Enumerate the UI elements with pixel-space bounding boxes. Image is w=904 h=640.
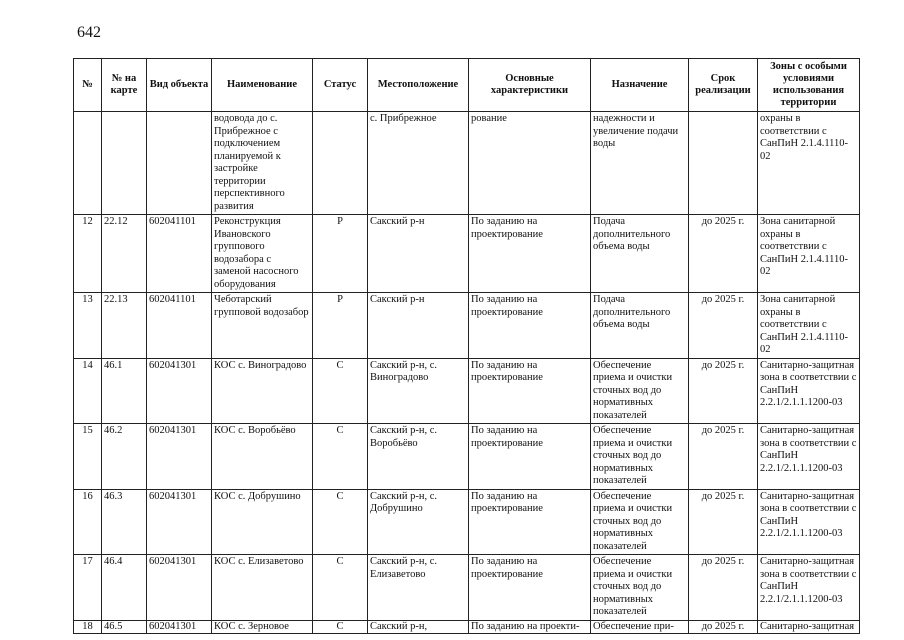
cell-num: 13 bbox=[74, 293, 102, 359]
table-row bbox=[74, 620, 860, 634]
cell-characteristics: По заданию на проектирование bbox=[469, 293, 591, 359]
cell-term: до 2025 г. bbox=[689, 489, 758, 555]
table-row bbox=[74, 293, 860, 359]
cell-kind: 602041101 bbox=[147, 293, 212, 359]
cell-term: до 2025 г. bbox=[689, 424, 758, 490]
cell-map-num: 46.3 bbox=[102, 489, 147, 555]
cell-status bbox=[313, 112, 368, 215]
cell-status: С bbox=[313, 424, 368, 490]
cell-name: КОС с. Воробьёво bbox=[212, 424, 313, 490]
table-row bbox=[74, 358, 860, 424]
cell-location: Сакский р-н, с. Виноградово bbox=[368, 358, 469, 424]
cell-kind: 602041301 bbox=[147, 358, 212, 424]
cell-map-num: 22.13 bbox=[102, 293, 147, 359]
table-row bbox=[74, 489, 860, 555]
cell-characteristics: По заданию на проектирование bbox=[469, 215, 591, 293]
header-characteristics: Основные характеристики bbox=[469, 59, 591, 112]
cell-location: Сакский р-н bbox=[368, 293, 469, 359]
page-number: 642 bbox=[77, 24, 101, 41]
cell-term: до 2025 г. bbox=[689, 620, 758, 634]
cell-map-num bbox=[102, 112, 147, 215]
cell-kind bbox=[147, 112, 212, 215]
cell-location: Сакский р-н, bbox=[368, 620, 469, 634]
cell-purpose: надежности и увеличение подачи воды bbox=[591, 112, 689, 215]
cell-name: водовода до с. Прибрежное с подключением планируемой к застройке территории перспективного развития bbox=[212, 112, 313, 215]
cell-kind: 602041301 bbox=[147, 424, 212, 490]
cell-zones: Санитарно-защитная bbox=[758, 620, 860, 634]
cell-num bbox=[74, 112, 102, 215]
cell-status: С bbox=[313, 620, 368, 634]
cell-location: Сакский р-н, с. Добрушино bbox=[368, 489, 469, 555]
cell-location: с. Прибрежное bbox=[368, 112, 469, 215]
cell-purpose: Обеспечение при- bbox=[591, 620, 689, 634]
header-purpose: Назначение bbox=[591, 59, 689, 112]
cell-kind: 602041301 bbox=[147, 620, 212, 634]
header-name: Наименование bbox=[212, 59, 313, 112]
cell-term bbox=[689, 112, 758, 215]
cell-purpose: Обеспечение приема и очистки сточных вод до нормативных показателей bbox=[591, 424, 689, 490]
cell-map-num: 46.1 bbox=[102, 358, 147, 424]
cell-characteristics: По заданию на проектирование bbox=[469, 424, 591, 490]
objects-table bbox=[73, 58, 860, 634]
cell-num: 16 bbox=[74, 489, 102, 555]
cell-characteristics: По заданию на проектирование bbox=[469, 489, 591, 555]
cell-location: Сакский р-н, с. Воробьёво bbox=[368, 424, 469, 490]
cell-name: Чеботарский групповой водозабор bbox=[212, 293, 313, 359]
cell-map-num: 46.4 bbox=[102, 555, 147, 621]
cell-num: 14 bbox=[74, 358, 102, 424]
cell-kind: 602041301 bbox=[147, 489, 212, 555]
cell-characteristics: По заданию на проекти- bbox=[469, 620, 591, 634]
cell-purpose: Подача дополнительного объема воды bbox=[591, 215, 689, 293]
cell-num: 18 bbox=[74, 620, 102, 634]
cell-name: КОС с. Зерновое bbox=[212, 620, 313, 634]
cell-name: КОС с. Елизаветово bbox=[212, 555, 313, 621]
cell-term: до 2025 г. bbox=[689, 293, 758, 359]
cell-map-num: 22.12 bbox=[102, 215, 147, 293]
header-location: Местоположение bbox=[368, 59, 469, 112]
cell-purpose: Обеспечение приема и очистки сточных вод до нормативных показателей bbox=[591, 555, 689, 621]
table-row bbox=[74, 112, 860, 215]
header-kind: Вид объекта bbox=[147, 59, 212, 112]
cell-purpose: Обеспечение приема и очистки сточных вод до нормативных показателей bbox=[591, 489, 689, 555]
cell-status: С bbox=[313, 489, 368, 555]
header-status: Статус bbox=[313, 59, 368, 112]
cell-map-num: 46.2 bbox=[102, 424, 147, 490]
cell-zones: охраны в соответствии с СанПиН 2.1.4.1110-02 bbox=[758, 112, 860, 215]
table-row bbox=[74, 215, 860, 293]
cell-kind: 602041301 bbox=[147, 555, 212, 621]
cell-map-num: 46.5 bbox=[102, 620, 147, 634]
cell-zones: Санитарно-защитная зона в соответствии с СанПиН 2.2.1/2.1.1.1200-03 bbox=[758, 358, 860, 424]
cell-status: С bbox=[313, 555, 368, 621]
cell-name: КОС с. Виноградово bbox=[212, 358, 313, 424]
cell-status: Р bbox=[313, 215, 368, 293]
cell-location: Сакский р-н, с. Елизаветово bbox=[368, 555, 469, 621]
header-num: № bbox=[74, 59, 102, 112]
cell-purpose: Подача дополнительного объема воды bbox=[591, 293, 689, 359]
cell-term: до 2025 г. bbox=[689, 358, 758, 424]
cell-characteristics: рование bbox=[469, 112, 591, 215]
cell-name: КОС с. Добрушино bbox=[212, 489, 313, 555]
table-row bbox=[74, 555, 860, 621]
header-map-num: № на карте bbox=[102, 59, 147, 112]
cell-characteristics: По заданию на проектирование bbox=[469, 555, 591, 621]
cell-kind: 602041101 bbox=[147, 215, 212, 293]
cell-term: до 2025 г. bbox=[689, 555, 758, 621]
header-term: Срок реализации bbox=[689, 59, 758, 112]
cell-term: до 2025 г. bbox=[689, 215, 758, 293]
cell-zones: Санитарно-защитная зона в соответствии с СанПиН 2.2.1/2.1.1.1200-03 bbox=[758, 555, 860, 621]
header-zones: Зоны с особыми условиями использования территории bbox=[758, 59, 860, 112]
table-row bbox=[74, 424, 860, 490]
cell-purpose: Обеспечение приема и очистки сточных вод до нормативных показателей bbox=[591, 358, 689, 424]
cell-num: 17 bbox=[74, 555, 102, 621]
cell-characteristics: По заданию на проектирование bbox=[469, 358, 591, 424]
cell-status: Р bbox=[313, 293, 368, 359]
cell-zones: Зона санитарной охраны в соответствии с СанПиН 2.1.4.1110-02 bbox=[758, 215, 860, 293]
cell-name: Реконструкция Ивановского группового водозабора с заменой насосного оборудования bbox=[212, 215, 313, 293]
cell-zones: Санитарно-защитная зона в соответствии с СанПиН 2.2.1/2.1.1.1200-03 bbox=[758, 489, 860, 555]
table-header-row bbox=[74, 59, 860, 112]
cell-location: Сакский р-н bbox=[368, 215, 469, 293]
cell-status: С bbox=[313, 358, 368, 424]
cell-zones: Зона санитарной охраны в соответствии с СанПиН 2.1.4.1110-02 bbox=[758, 293, 860, 359]
cell-num: 15 bbox=[74, 424, 102, 490]
cell-num: 12 bbox=[74, 215, 102, 293]
cell-zones: Санитарно-защитная зона в соответствии с СанПиН 2.2.1/2.1.1.1200-03 bbox=[758, 424, 860, 490]
